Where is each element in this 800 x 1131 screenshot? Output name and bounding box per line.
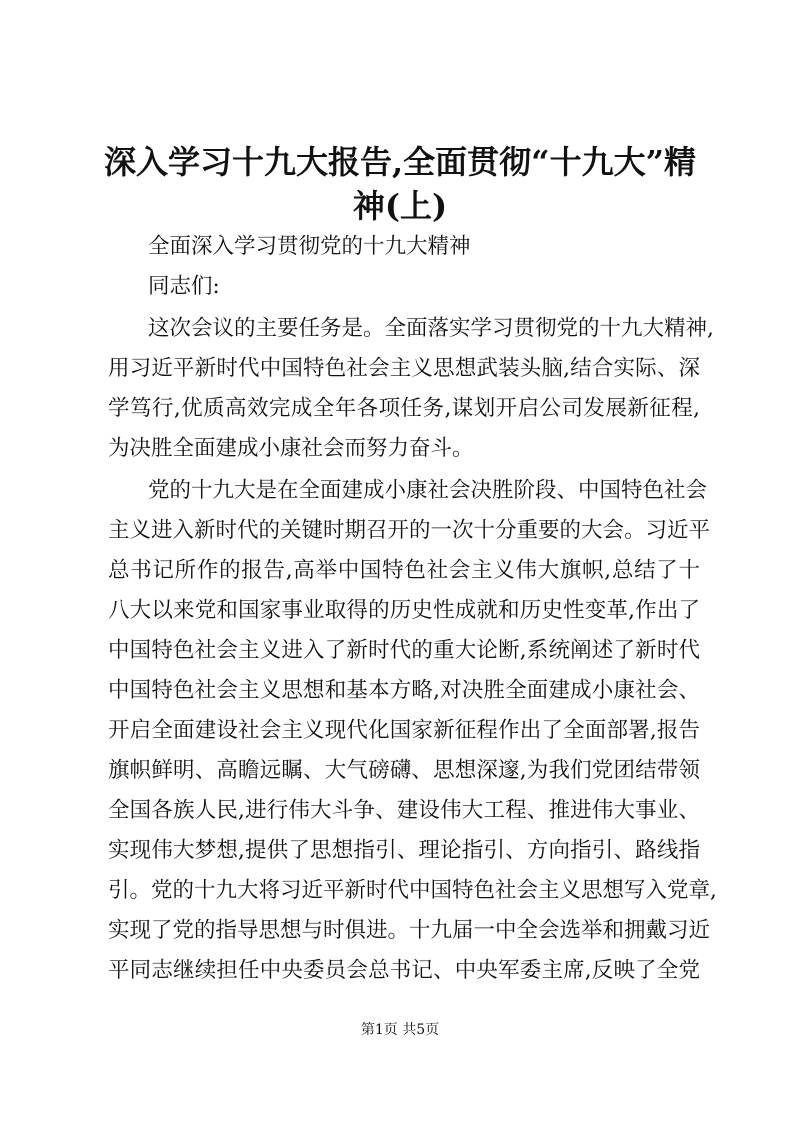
paragraph-line: 实现了党的指导思想与时俱进。十九届一中全会选举和拥戴习近: [108, 918, 711, 943]
document-title: 深入学习十九大报告,全面贯彻“十九大”精神(上): [104, 143, 696, 225]
paragraph-line: 为决胜全面建成小康社会而努力奋斗。: [108, 436, 474, 461]
paragraph-line: 开启全面建设社会主义现代化国家新征程作出了全面部署,报告: [108, 718, 700, 743]
paragraph-line: 总书记所作的报告,高举中国特色社会主义伟大旗帜,总结了十: [108, 558, 700, 583]
paragraph-line: 全国各族人民,进行伟大斗争、建设伟大工程、推进伟大事业、: [108, 798, 700, 823]
paragraph-line: 中国特色社会主义思想和基本方略,对决胜全面建成小康社会、: [108, 678, 700, 703]
paragraph-line: 中国特色社会主义进入了新时代的重大论断,系统阐述了新时代: [108, 638, 700, 663]
paragraph-line: 党的十九大是在全面建成小康社会决胜阶段、中国特色社会: [148, 478, 708, 503]
salutation: 同志们:: [148, 274, 220, 299]
paragraph-line: 学笃行,优质高效完成全年各项任务,谋划开启公司发展新征程,: [108, 396, 700, 421]
paragraph-line: 引。党的十九大将习近平新时代中国特色社会主义思想写入党章,: [108, 878, 717, 903]
paragraph-line: 平同志继续担任中央委员会总书记、中央军委主席,反映了全党: [108, 958, 700, 983]
paragraph-line: 八大以来党和国家事业取得的历史性成就和历史性变革,作出了: [108, 598, 700, 623]
paragraph-line: 旗帜鲜明、高瞻远瞩、大气磅礴、思想深邃,为我们党团结带领: [108, 758, 700, 783]
document-subtitle: 全面深入学习贯彻党的十九大精神: [148, 234, 471, 259]
paragraph-line: 用习近平新时代中国特色社会主义思想武装头脑,结合实际、深: [108, 356, 700, 381]
paragraph-line: 主义进入新时代的关键时期召开的一次十分重要的大会。习近平: [108, 518, 711, 543]
paragraph-line: 这次会议的主要任务是。全面落实学习贯彻党的十九大精神,: [148, 316, 714, 341]
page-footer: 第1页 共5页: [360, 1022, 440, 1038]
paragraph-line: 实现伟大梦想,提供了思想指引、理论指引、方向指引、路线指: [108, 838, 700, 863]
